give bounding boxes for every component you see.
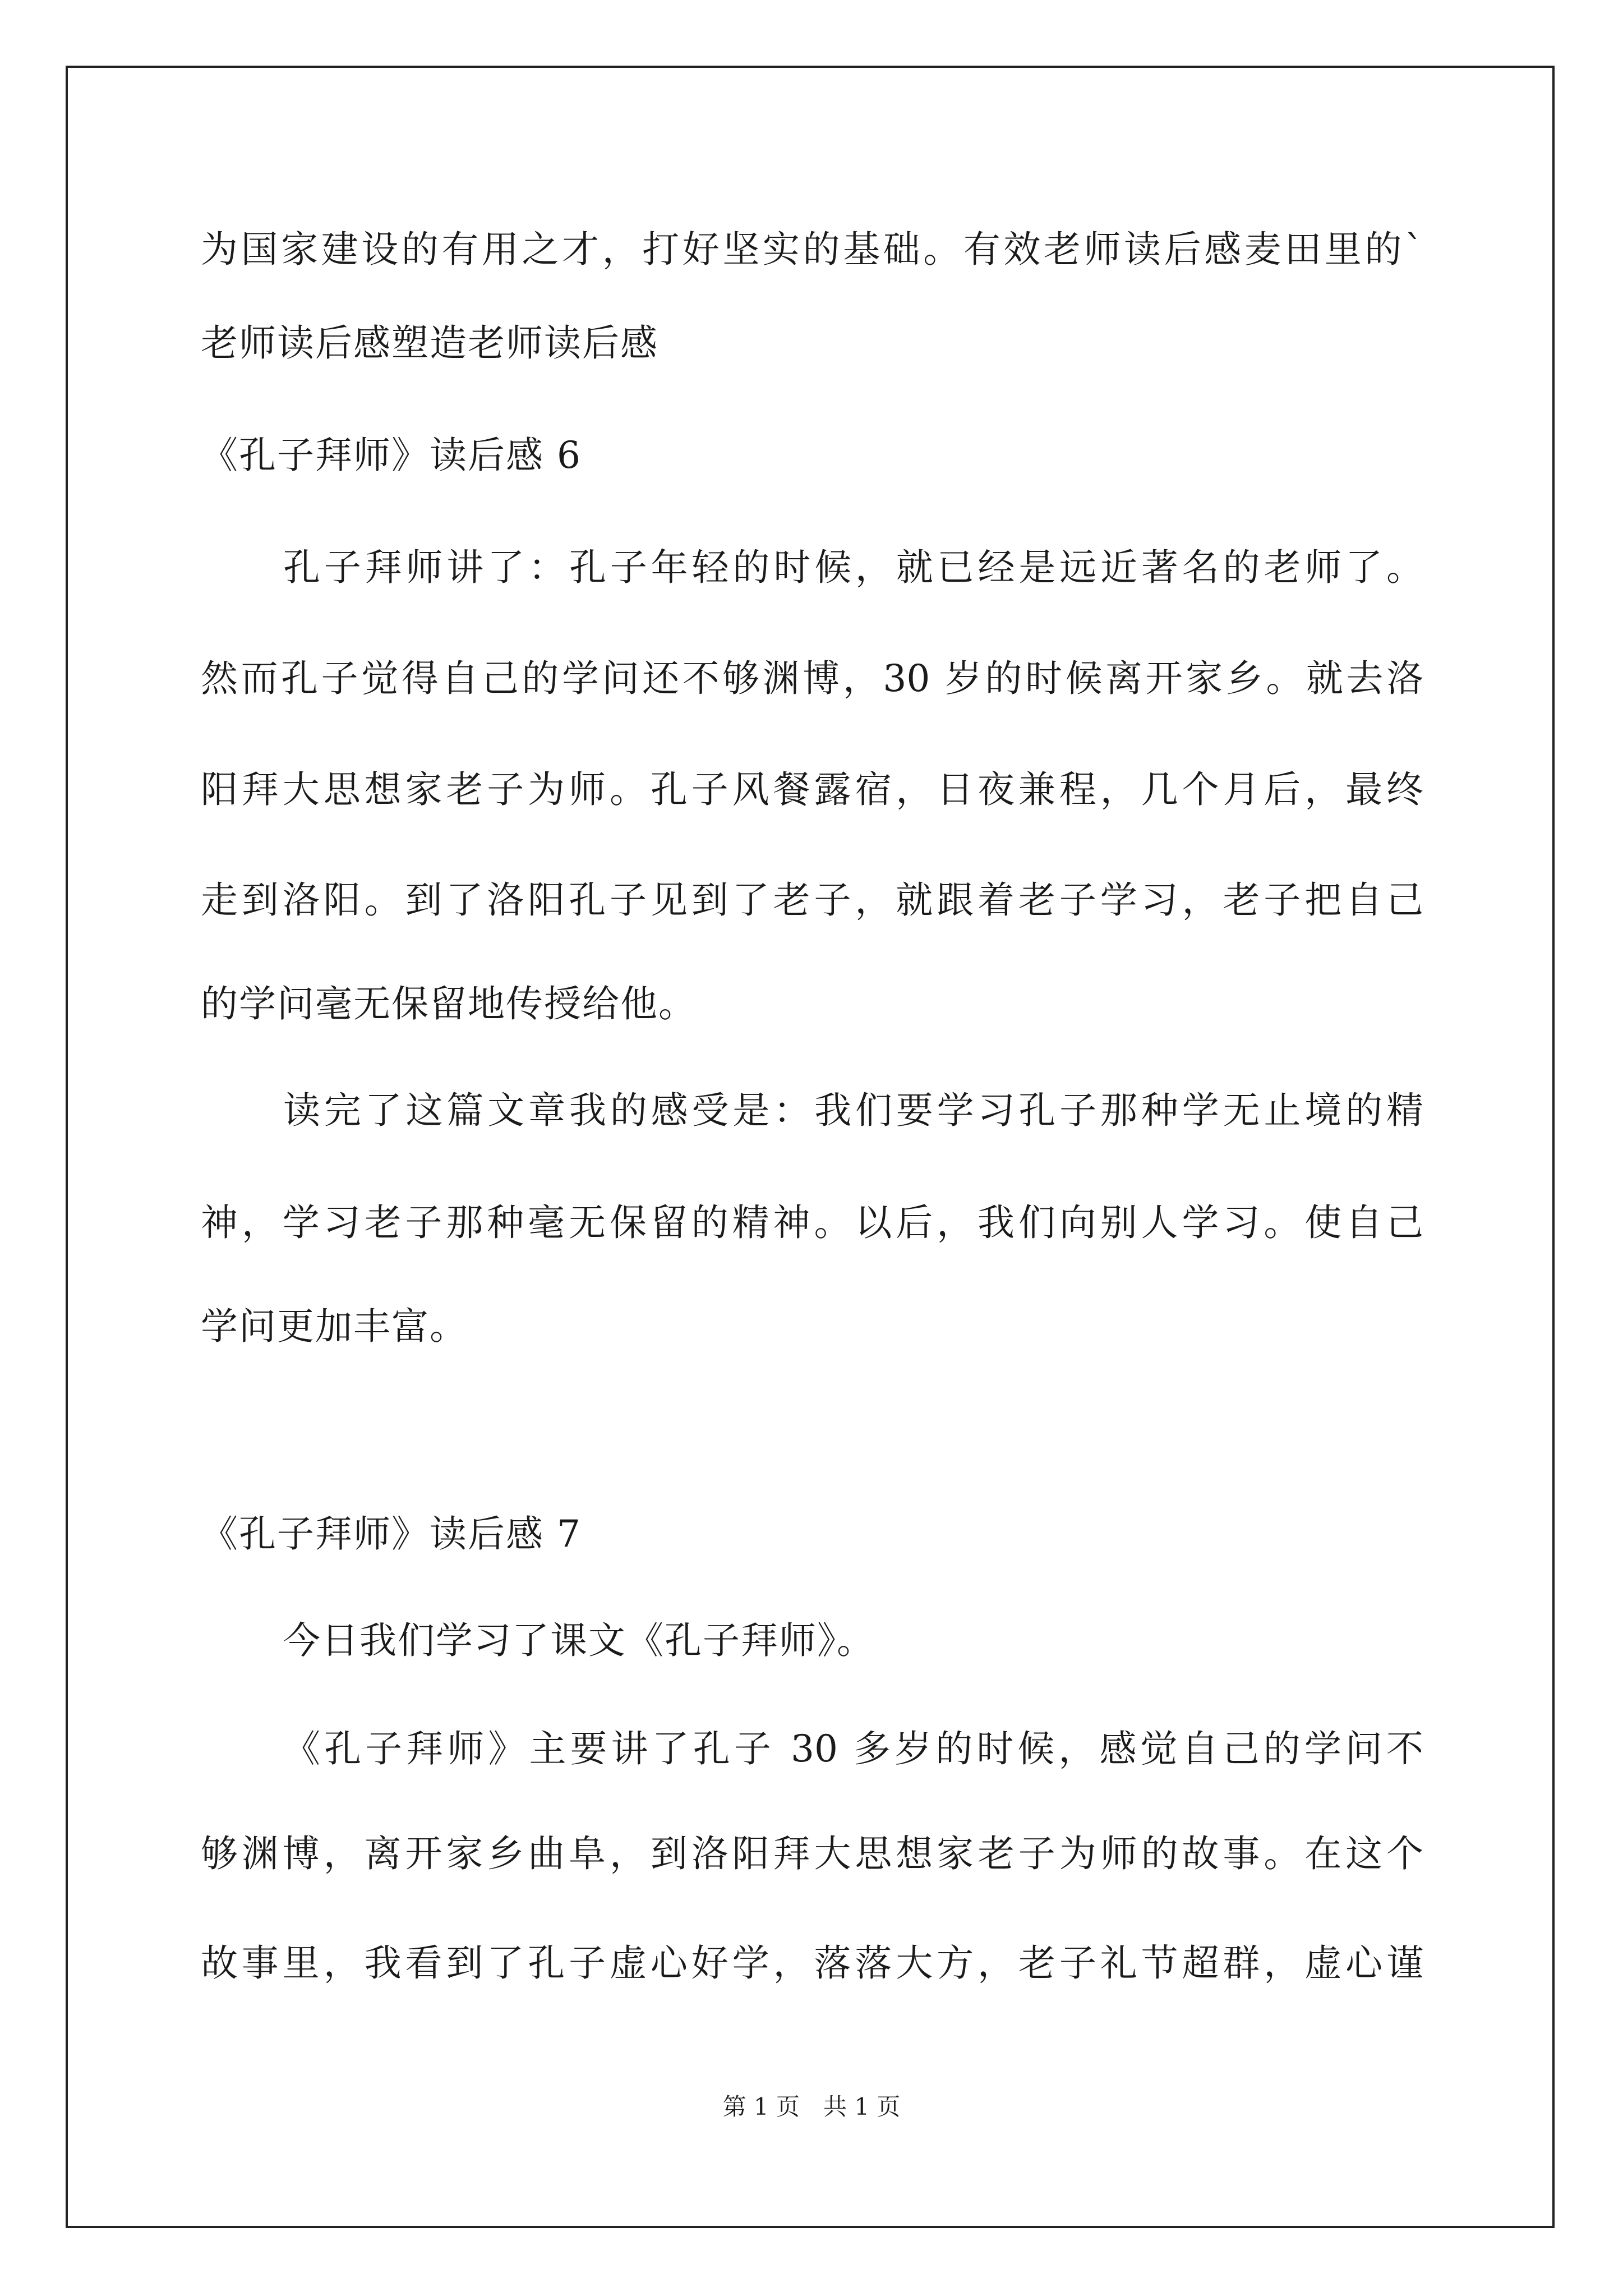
- body-line: 的学问毫无保留地传授给他。: [201, 982, 697, 1025]
- body-line: 《孔子拜师》主要讲了孔子 30 多岁的时候，感觉自己的学问不: [283, 1727, 1423, 1770]
- body-line: 孔子拜师讲了：孔子年轻的时候，就已经是远近著名的老师了。: [283, 546, 1423, 589]
- body-line: 读完了这篇文章我的感受是：我们要学习孔子那种学无止境的精: [283, 1089, 1423, 1132]
- body-line: 够渊博，离开家乡曲阜，到洛阳拜大思想家老子为师的故事。在这个: [201, 1832, 1423, 1875]
- body-line: 阳拜大思想家老子为师。孔子风餐露宿，日夜兼程，几个月后，最终: [201, 768, 1423, 811]
- body-line: 然而孔子觉得自己的学问还不够渊博，30 岁的时候离开家乡。就去洛: [201, 657, 1423, 700]
- page-border: [66, 66, 1555, 2228]
- body-line: 神，学习老子那种毫无保留的精神。以后，我们向别人学习。使自己: [201, 1201, 1423, 1244]
- page-footer: 第 1 页 共 1 页: [722, 2093, 901, 2120]
- body-line: 老师读后感塑造老师读后感: [201, 321, 658, 365]
- body-line: 今日我们学习了课文《孔子拜师》。: [283, 1619, 875, 1662]
- body-line: 故事里，我看到了孔子虚心好学，落落大方，老子礼节超群，虚心谨: [201, 1941, 1423, 1985]
- body-line: 学问更加丰富。: [201, 1305, 468, 1348]
- body-line: 走到洛阳。到了洛阳孔子见到了老子，就跟着老子学习，老子把自己: [201, 878, 1423, 922]
- section-heading: 《孔子拜师》读后感 7: [201, 1512, 582, 1556]
- section-heading: 《孔子拜师》读后感 6: [201, 434, 582, 477]
- body-line: 为国家建设的有用之才，打好坚实的基础。有效老师读后感麦田里的`: [201, 228, 1423, 271]
